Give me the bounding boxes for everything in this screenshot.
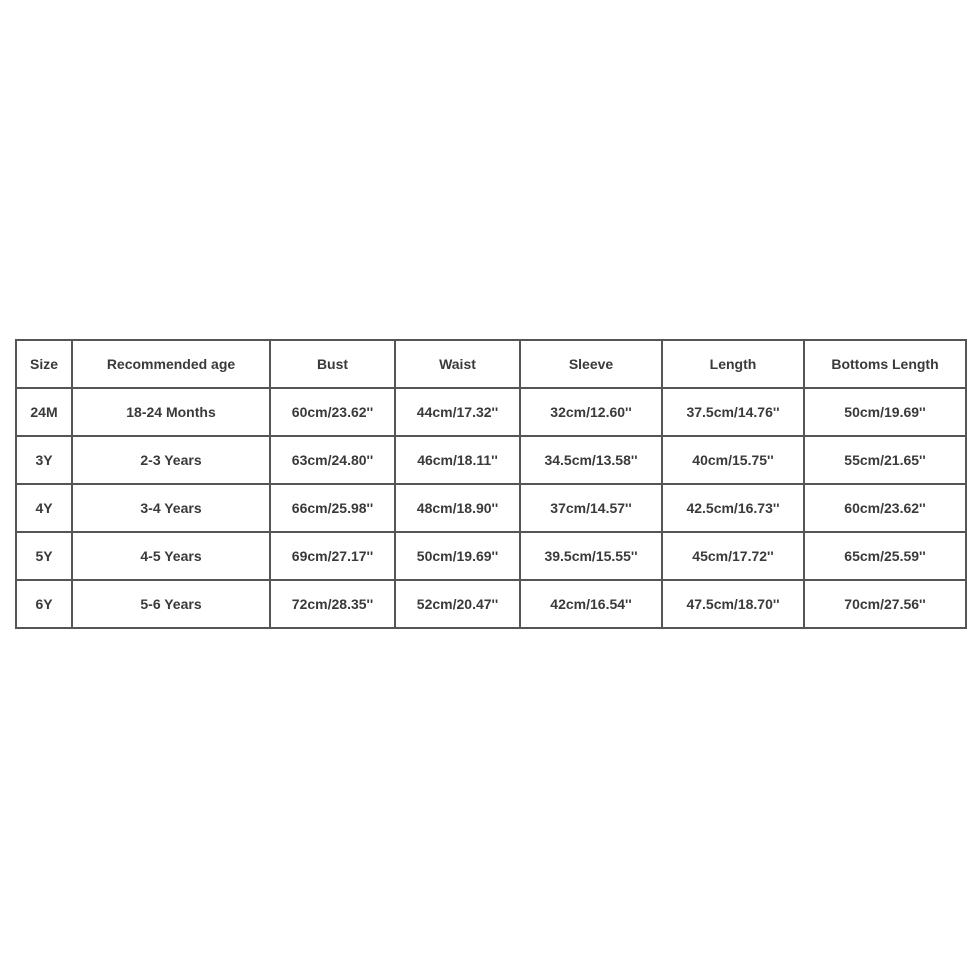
header-length: Length: [662, 340, 804, 388]
cell-waist: 50cm/19.69'': [395, 532, 520, 580]
table-row: [16, 388, 966, 436]
cell-bottoms-length: 70cm/27.56'': [804, 580, 966, 628]
cell-size: 24M: [16, 388, 72, 436]
cell-length: 40cm/15.75'': [662, 436, 804, 484]
cell-size: 3Y: [16, 436, 72, 484]
cell-sleeve: 42cm/16.54'': [520, 580, 662, 628]
cell-bust: 72cm/28.35'': [270, 580, 395, 628]
cell-sleeve: 32cm/12.60'': [520, 388, 662, 436]
cell-recommended-age: 2-3 Years: [72, 436, 270, 484]
cell-waist: 52cm/20.47'': [395, 580, 520, 628]
cell-size: 6Y: [16, 580, 72, 628]
cell-waist: 48cm/18.90'': [395, 484, 520, 532]
table-header-row: [16, 340, 966, 388]
cell-waist: 44cm/17.32'': [395, 388, 520, 436]
cell-sleeve: 39.5cm/15.55'': [520, 532, 662, 580]
cell-length: 45cm/17.72'': [662, 532, 804, 580]
cell-bust: 60cm/23.62'': [270, 388, 395, 436]
header-size: Size: [16, 340, 72, 388]
cell-sleeve: 34.5cm/13.58'': [520, 436, 662, 484]
cell-bottoms-length: 55cm/21.65'': [804, 436, 966, 484]
cell-recommended-age: 18-24 Months: [72, 388, 270, 436]
cell-length: 42.5cm/16.73'': [662, 484, 804, 532]
size-chart-table: [15, 339, 967, 629]
table-row: [16, 436, 966, 484]
cell-bottoms-length: 50cm/19.69'': [804, 388, 966, 436]
header-bust: Bust: [270, 340, 395, 388]
header-bottoms-length: Bottoms Length: [804, 340, 966, 388]
cell-recommended-age: 5-6 Years: [72, 580, 270, 628]
cell-size: 5Y: [16, 532, 72, 580]
cell-bottoms-length: 65cm/25.59'': [804, 532, 966, 580]
header-waist: Waist: [395, 340, 520, 388]
cell-waist: 46cm/18.11'': [395, 436, 520, 484]
cell-length: 47.5cm/18.70'': [662, 580, 804, 628]
table-row: [16, 580, 966, 628]
cell-size: 4Y: [16, 484, 72, 532]
cell-recommended-age: 4-5 Years: [72, 532, 270, 580]
cell-sleeve: 37cm/14.57'': [520, 484, 662, 532]
header-recommended-age: Recommended age: [72, 340, 270, 388]
cell-bottoms-length: 60cm/23.62'': [804, 484, 966, 532]
cell-bust: 66cm/25.98'': [270, 484, 395, 532]
header-sleeve: Sleeve: [520, 340, 662, 388]
table-row: [16, 532, 966, 580]
cell-bust: 69cm/27.17'': [270, 532, 395, 580]
cell-length: 37.5cm/14.76'': [662, 388, 804, 436]
cell-bust: 63cm/24.80'': [270, 436, 395, 484]
table-row: [16, 484, 966, 532]
cell-recommended-age: 3-4 Years: [72, 484, 270, 532]
